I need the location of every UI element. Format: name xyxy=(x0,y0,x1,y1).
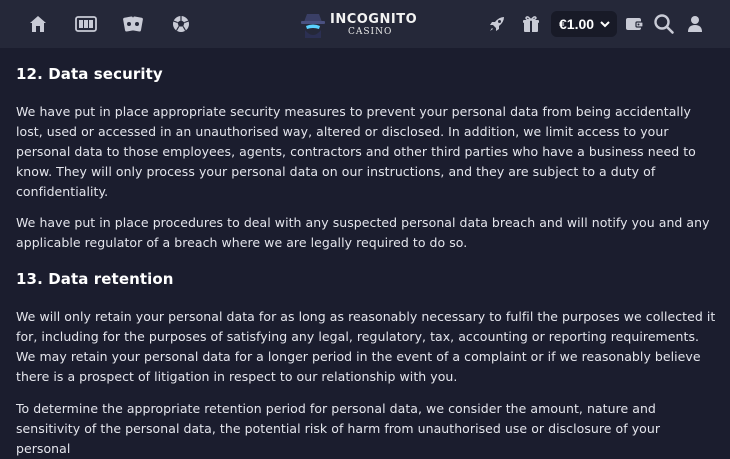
heading-data-security: 12. Data security xyxy=(16,65,163,83)
logo-title: INCOGNITO xyxy=(330,12,418,27)
section-heading xyxy=(16,65,716,83)
user-icon[interactable] xyxy=(683,12,707,36)
chevron-down-icon xyxy=(599,19,611,29)
wallet-icon[interactable] xyxy=(622,12,646,36)
paragraph xyxy=(16,213,716,253)
cards-icon[interactable] xyxy=(121,12,145,36)
logo-subtitle: CASINO xyxy=(348,27,393,37)
spy-logo-icon xyxy=(298,10,328,40)
paragraph xyxy=(16,399,716,459)
paragraph-data-security-1: We have put in place appropriate security measures to prevent your personal data from being accidentally lost, used or accessed in an unauthorised way, altered or disclosed. In addition, we limit access to your personal data to those employees, agents, contractors and other third parties who have a business need to know. They will only process your personal data on our instructions, and they are subject to a duty of confidentiality. xyxy=(16,104,696,199)
gift-icon[interactable] xyxy=(519,12,543,36)
paragraph-data-retention-2: To determine the appropriate retention period for personal data, we consider the amount, nature and sensitivity of the personal data, the potential risk of harm from unauthorised use or disclosure of your personal xyxy=(16,401,661,456)
balance-selector[interactable] xyxy=(551,11,617,37)
heading-data-retention: 13. Data retention xyxy=(16,270,174,288)
section-heading xyxy=(16,270,716,288)
sports-ball-icon[interactable] xyxy=(169,12,193,36)
search-icon[interactable] xyxy=(652,12,676,36)
home-icon[interactable] xyxy=(26,12,50,36)
top-navigation-bar xyxy=(0,0,730,48)
paragraph xyxy=(16,102,716,202)
paragraph xyxy=(16,307,716,387)
privacy-policy-content xyxy=(0,48,730,456)
rocket-icon[interactable] xyxy=(485,12,509,36)
balance-amount: €1.00 xyxy=(559,16,595,32)
slots-icon[interactable] xyxy=(74,12,98,36)
paragraph-data-retention-1: We will only retain your personal data for as long as reasonably necessary to fulfil the purposes we collected it for, including for the purposes of satisfying any legal, regulatory, tax, accounting or reporting requirements. We may retain your personal data for a longer period in the event of a complaint or if we reasonably believe there is a prospect of litigation in respect to our relationship with you. xyxy=(16,309,716,384)
paragraph-data-security-2: We have put in place procedures to deal with any suspected personal data breach and will notify you and any applicable regulator of a breach where we are legally required to do so. xyxy=(16,215,710,250)
incognito-casino-logo[interactable] xyxy=(298,8,428,42)
